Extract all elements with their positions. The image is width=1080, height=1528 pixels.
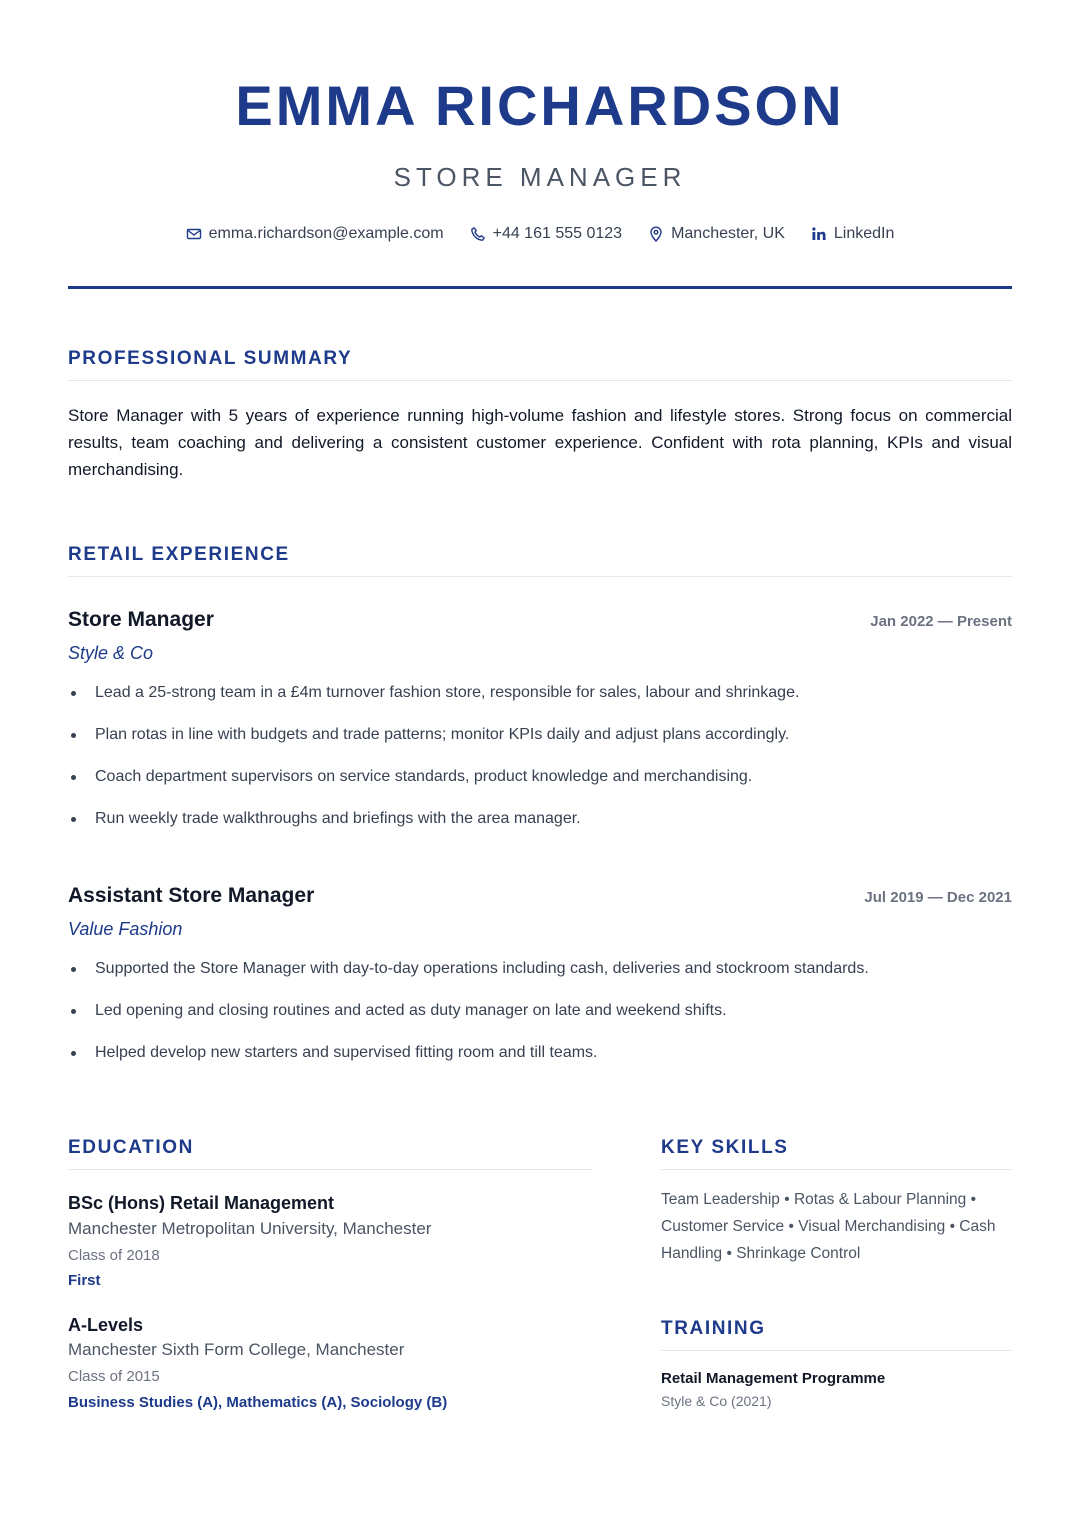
education-school: Manchester Metropolitan University, Manchester — [68, 1219, 432, 1238]
education-grade: Business Studies (A), Mathematics (A), Sociology (B) — [68, 1394, 448, 1411]
contact-linkedin[interactable] — [811, 222, 895, 246]
list-item: Run weekly trade walkthroughs and briefings with the area manager. — [68, 808, 1012, 850]
contact-location-text: Manchester, UK — [671, 225, 785, 242]
job-title: Assistant Store Manager — [68, 884, 315, 907]
education-degree: BSc (Hons) Retail Management — [68, 1193, 335, 1213]
list-item: Helped develop new starters and supervised fitting room and till teams. — [68, 1042, 1012, 1084]
experience-heading: RETAIL EXPERIENCE — [68, 544, 290, 565]
job-title: Store Manager — [68, 608, 214, 631]
job-dates: Jul 2019 — Dec 2021 — [864, 889, 1012, 906]
contact-phone[interactable] — [470, 222, 622, 246]
contact-location — [648, 222, 785, 246]
contact-bar — [68, 222, 1012, 246]
skills-list: Team Leadership • Rotas & Labour Planning • Customer Service • Visual Merchandising • Cash Handling • Shrinkage Control — [661, 1191, 996, 1262]
job-bullets — [68, 682, 1012, 850]
list-item: Led opening and closing routines and acted as duty manager on late and weekend shifts. — [68, 1000, 1012, 1042]
skills-heading: KEY SKILLS — [661, 1137, 789, 1158]
contact-phone-text: +44 161 555 0123 — [492, 225, 623, 242]
job-bullets — [68, 958, 1012, 1084]
contact-email-text: emma.richardson@example.com — [208, 225, 444, 242]
education-class: Class of 2018 — [68, 1247, 160, 1264]
list-item: Coach department supervisors on service standards, product knowledge and merchandising. — [68, 766, 1012, 808]
mail-icon — [186, 226, 202, 242]
list-item: Supported the Store Manager with day-to-day operations including cash, deliveries and stockroom standards. — [68, 958, 1012, 1000]
location-pin-icon — [648, 226, 664, 242]
job-company: Style & Co — [68, 643, 154, 663]
education-grade: First — [68, 1272, 101, 1289]
list-item: Lead a 25-strong team in a £4m turnover fashion store, responsible for sales, labour and shrinkage. — [68, 682, 1012, 724]
linkedin-icon — [811, 226, 827, 242]
summary-text: Store Manager with 5 years of experience running high-volume fashion and lifestyle stores. Strong focus on commercial results, team coaching and delivering a consistent customer experience. Confident with rota planning, KPIs and visual merchandising. — [68, 406, 1012, 479]
training-name: Retail Management Programme — [661, 1370, 886, 1387]
education-degree: A-Levels — [68, 1315, 144, 1335]
training-heading: TRAINING — [661, 1318, 766, 1339]
education-class: Class of 2015 — [68, 1368, 160, 1385]
summary-divider — [68, 380, 1012, 381]
training-meta: Style & Co (2021) — [661, 1393, 772, 1409]
header-divider — [68, 286, 1012, 289]
job-company: Value Fashion — [68, 919, 183, 939]
experience-divider — [68, 576, 1012, 577]
contact-linkedin-text: LinkedIn — [833, 225, 895, 242]
contact-email[interactable] — [186, 222, 444, 246]
candidate-name: EMMA RICHARDSON — [235, 74, 845, 137]
candidate-role: STORE MANAGER — [393, 162, 687, 192]
skills-divider — [661, 1169, 1012, 1170]
education-divider — [68, 1169, 593, 1170]
education-heading: EDUCATION — [68, 1137, 194, 1158]
education-school: Manchester Sixth Form College, Manchester — [68, 1340, 405, 1359]
training-divider — [661, 1350, 1012, 1351]
job-dates: Jan 2022 — Present — [870, 613, 1012, 630]
list-item: Plan rotas in line with budgets and trade patterns; monitor KPIs daily and adjust plans accordingly. — [68, 724, 1012, 766]
summary-heading: PROFESSIONAL SUMMARY — [68, 348, 353, 369]
phone-icon — [470, 226, 486, 242]
